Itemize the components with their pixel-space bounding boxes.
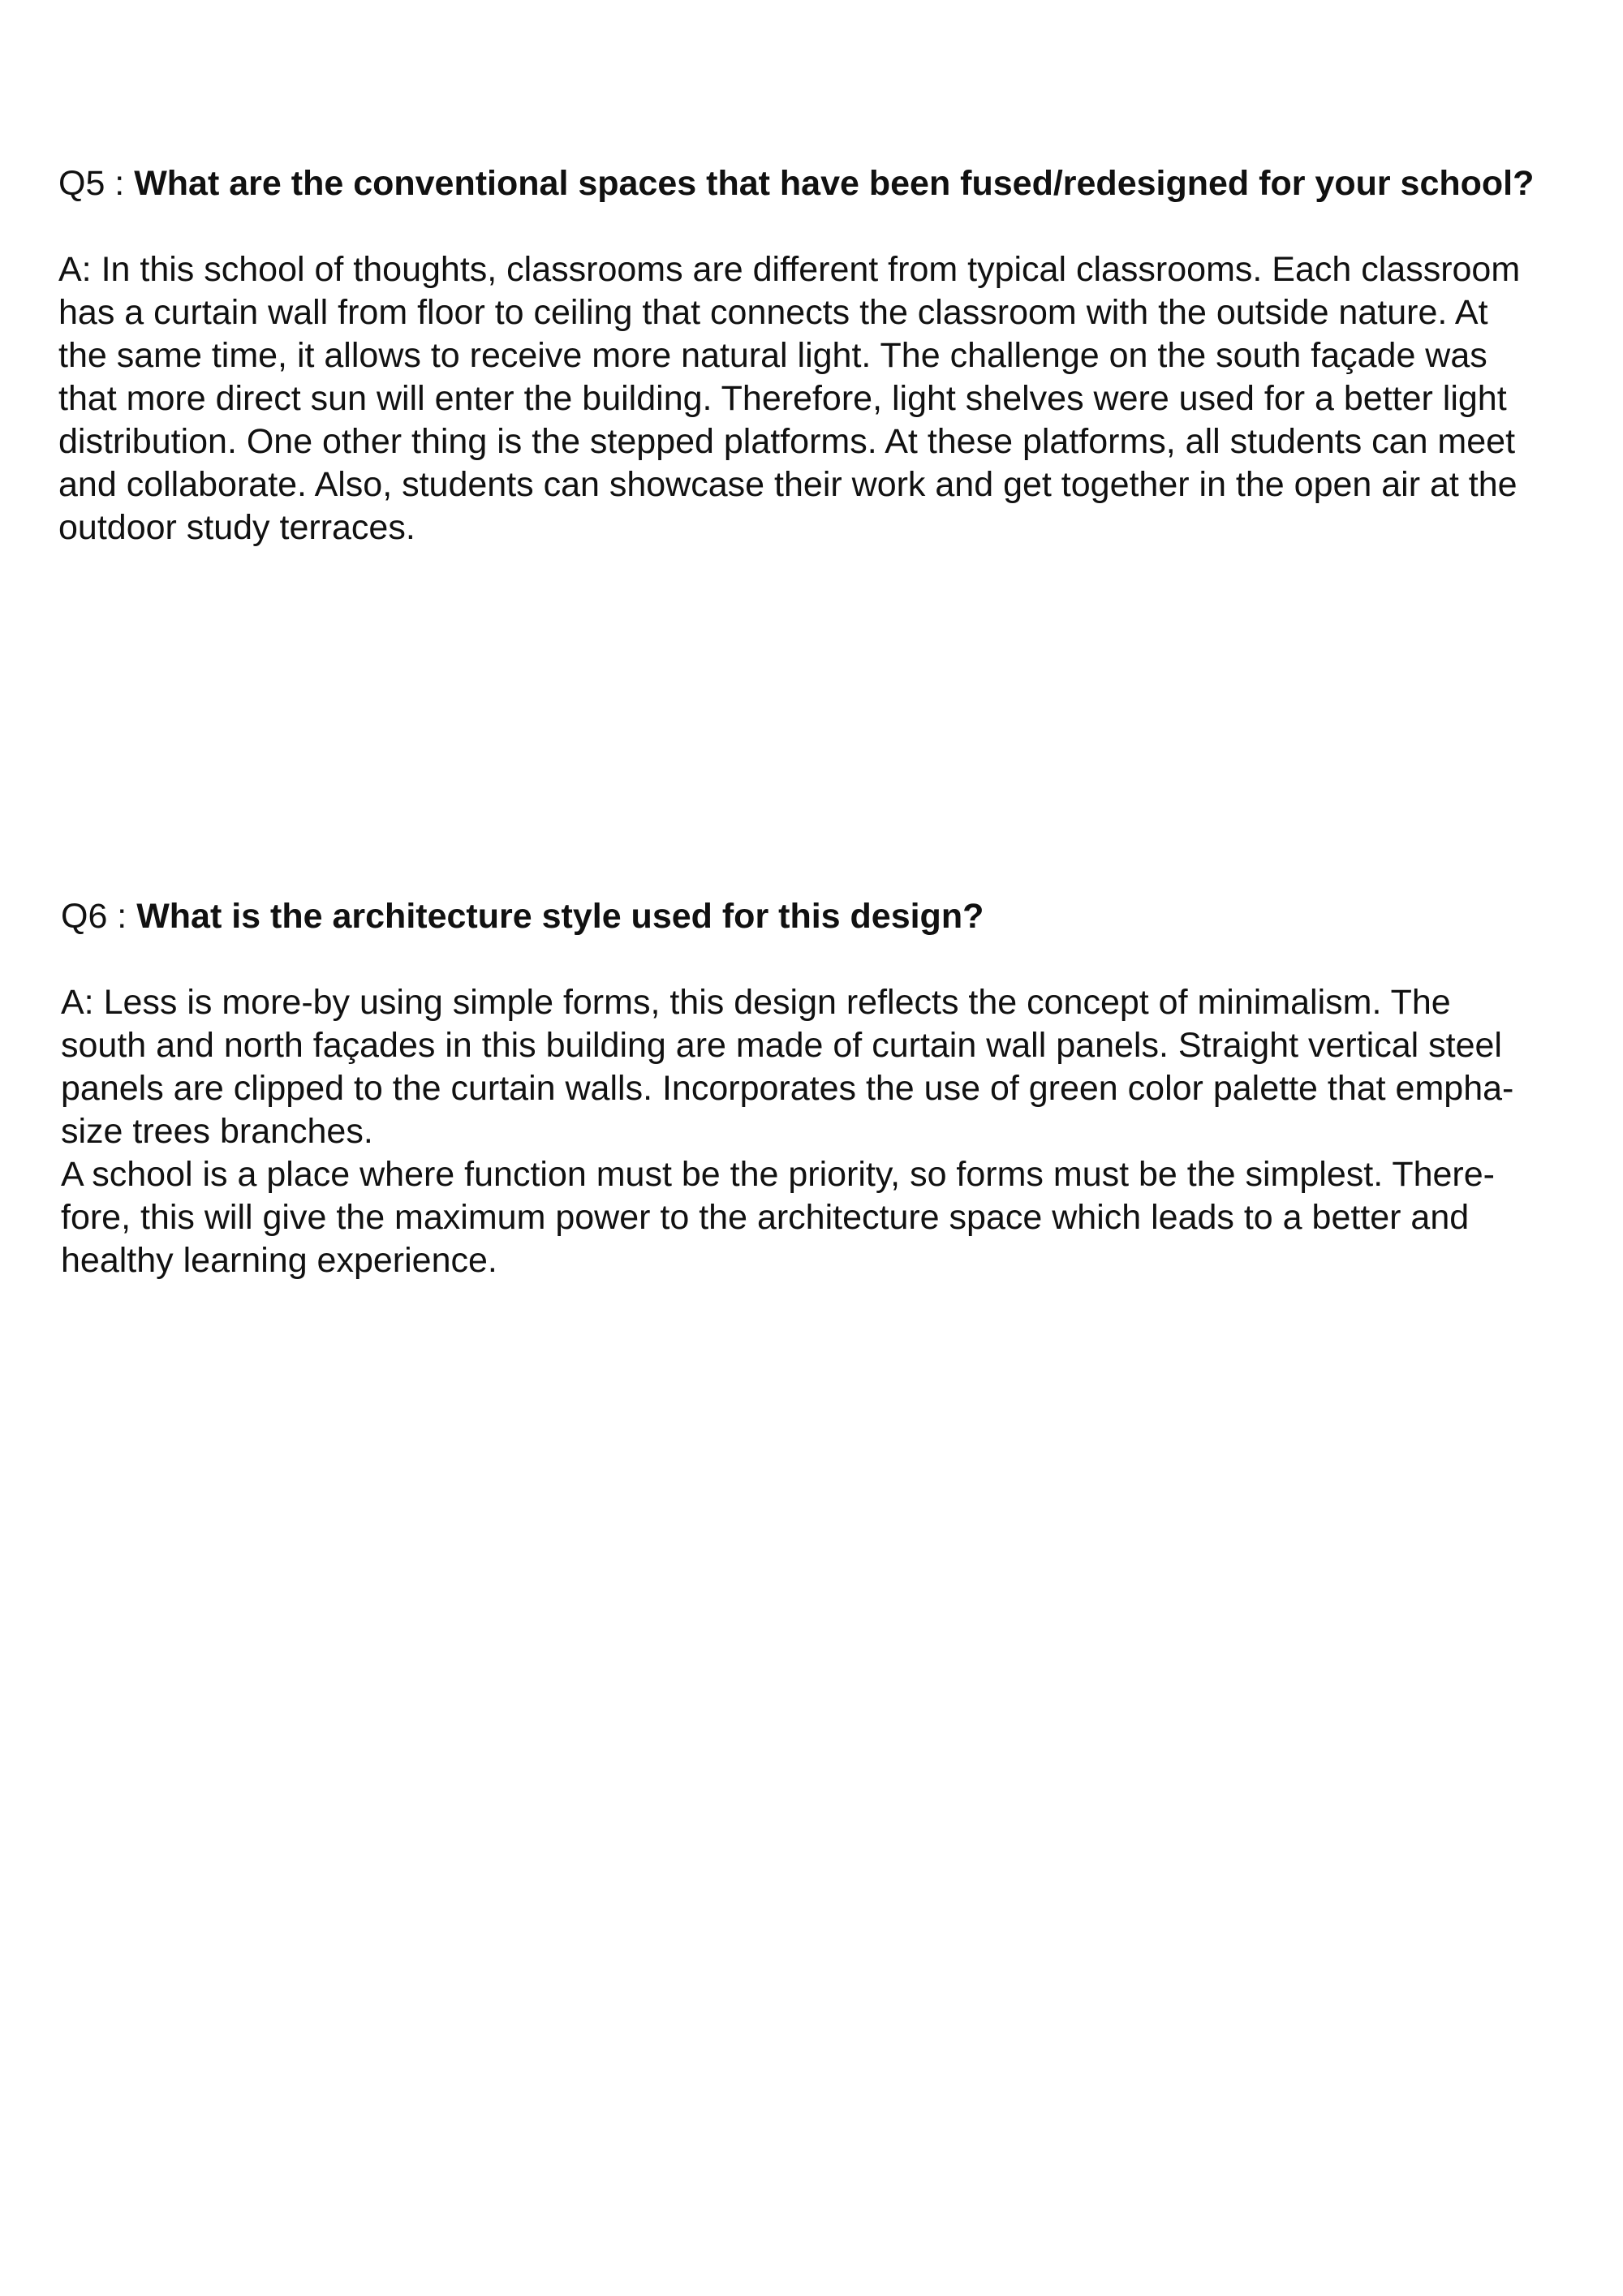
q5-answer-line: the same time, it allows to receive more natural light. The challenge on the south façade was	[58, 336, 1487, 375]
q6-question	[61, 895, 1586, 938]
q5-number: Q5 :	[58, 164, 135, 203]
q6-answer-line: A school is a place where function must be the priority, so forms must be the simplest. There-	[61, 1155, 1495, 1194]
q5-question	[58, 162, 1584, 205]
q5-question-text: What are the conventional spaces that have been fused/redesigned for your school?	[134, 164, 1535, 203]
q6-answer-line: healthy learning experience.	[61, 1241, 497, 1280]
q5-answer-line: and collaborate. Also, students can showcase their work and get together in the open air at the	[58, 465, 1518, 504]
q5-answer-line: that more direct sun will enter the building. Therefore, light shelves were used for a better light	[58, 379, 1507, 418]
q6-answer	[61, 981, 1586, 1282]
q5-answer-line: outdoor study terraces.	[58, 508, 415, 547]
q5-answer-line: A: In this school of thoughts, classrooms are different from typical classrooms. Each classroom	[58, 250, 1521, 289]
q5-answer-line: has a curtain wall from floor to ceiling that connects the classroom with the outside nature. At	[58, 293, 1488, 332]
q5-section	[58, 162, 1623, 549]
q6-answer-line: size trees branches.	[61, 1112, 373, 1151]
q5-answer	[58, 248, 1600, 549]
q5-answer-line: distribution. One other thing is the stepped platforms. At these platforms, all students can meet	[58, 422, 1516, 461]
q6-answer-line: A: Less is more-by using simple forms, this design reflects the concept of minimalism. The	[61, 983, 1451, 1022]
q6-answer-line: panels are clipped to the curtain walls. Incorporates the use of green color palette that empha-	[61, 1069, 1514, 1108]
q6-answer-line: fore, this will give the maximum power to the architecture space which leads to a better and	[61, 1198, 1470, 1237]
q6-number: Q6 :	[61, 897, 137, 936]
q6-section	[61, 895, 1623, 1282]
q6-answer-line: south and north façades in this building are made of curtain wall panels. Straight vertical steel	[61, 1026, 1502, 1065]
q6-question-text: What is the architecture style used for this design?	[136, 897, 984, 936]
